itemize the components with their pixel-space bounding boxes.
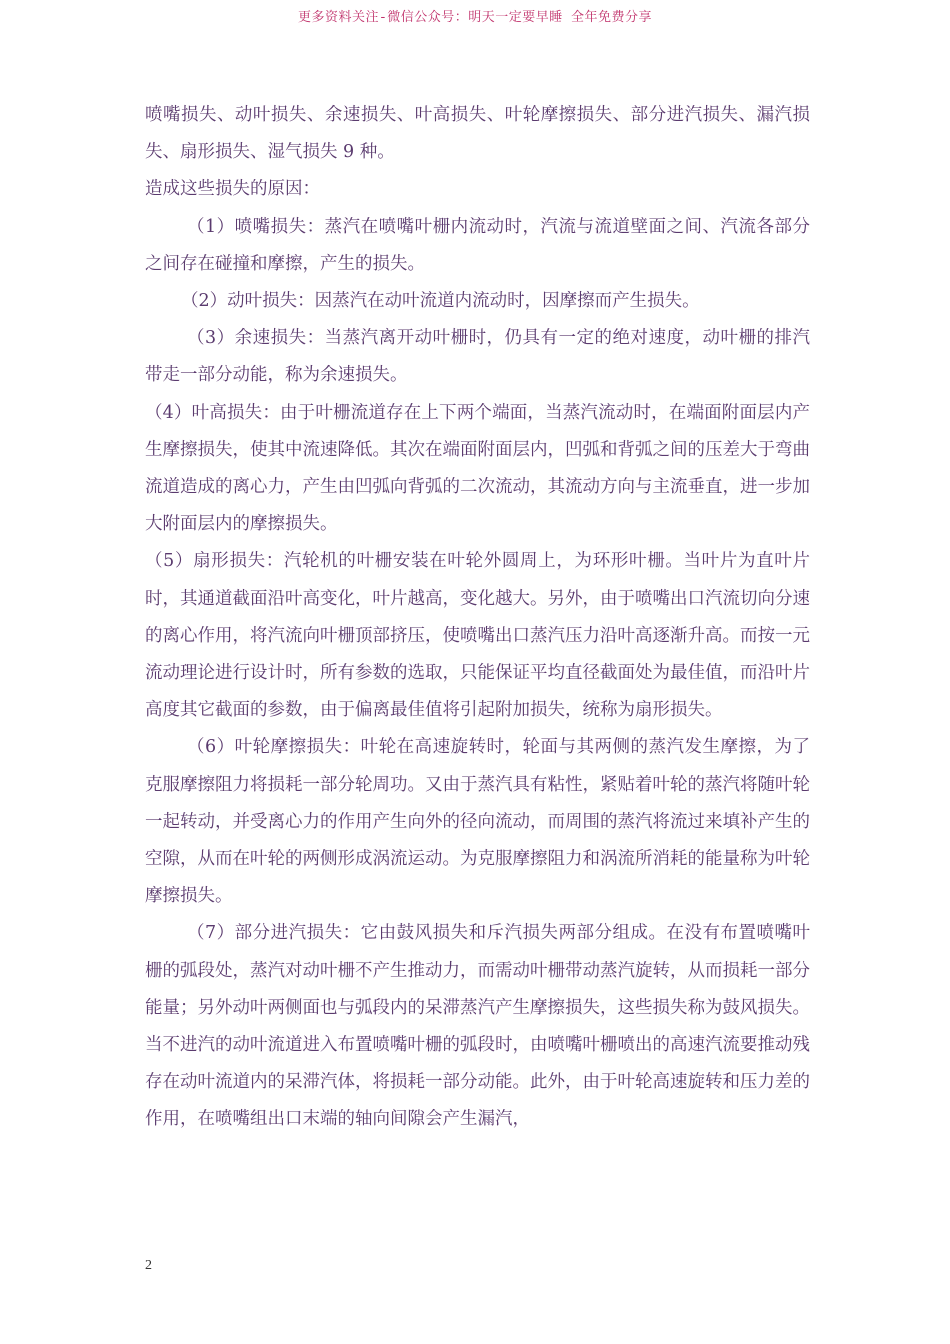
paragraph-fan-shaped-loss: （5）扇形损失：汽轮机的叶栅安装在叶轮外圆周上，为环形叶栅。当叶片为直叶片时，其通道截面沿叶高变化，叶片越高，变化越大。另外，由于喷嘴出口汽流切向分速的离心作用，将汽流向叶栅顶部挤压，使喷嘴出口蒸汽压力沿叶高逐渐升高。而按一元流动理论进行设计时，所有参数的选取，只能保证平均直径截面处为最佳值，而沿叶片高度其它截面的参数，由于偏离最佳值将引起附加损失，统称为扇形损失。 (145, 551, 810, 721)
paragraph-loss-types: 喷嘴损失、动叶损失、余速损失、叶高损失、叶轮摩擦损失、部分进汽损失、漏汽损失、扇形损失、湿气损失 9 种。 (145, 105, 810, 163)
paragraph-causes-heading: 造成这些损失的原因： (145, 179, 320, 200)
paragraph-blade-height-loss: （4）叶高损失：由于叶栅流道存在上下两个端面，当蒸汽流动时，在端面附面层内产生摩擦损失，使其中流速降低。其次在端面附面层内，凹弧和背弧之间的压差大于弯曲流道造成的离心力，产生由凹弧向背弧的二次流动，其流动方向与主流垂直，进一步加大附面层内的摩擦损失。 (145, 402, 810, 535)
paragraph-blade-loss: （2）动叶损失：因蒸汽在动叶流道内流动时，因摩擦而产生损失。 (181, 291, 700, 312)
paragraph-nozzle-loss: （1）喷嘴损失：蒸汽在喷嘴叶栅内流动时，汽流与流道壁面之间、汽流各部分之间存在碰撞和摩擦，产生的损失。 (145, 216, 810, 274)
paragraph-leaving-velocity-loss: （3）余速损失：当蒸汽离开动叶栅时，仍具有一定的绝对速度，动叶栅的排汽带走一部分动能，称为余速损失。 (145, 328, 810, 386)
paragraph-wheel-friction-loss: （6）叶轮摩擦损失：叶轮在高速旋转时，轮面与其两侧的蒸汽发生摩擦，为了克服摩擦阻力将损耗一部分轮周功。又由于蒸汽具有粘性，紧贴着叶轮的蒸汽将随叶轮一起转动，并受离心力的作用产生向外的径向流动，而周围的蒸汽将流过来填补产生的空隙，从而在叶轮的两侧形成涡流运动。为克服摩擦阻力和涡流所消耗的能量称为叶轮摩擦损失。 (145, 737, 810, 907)
header-banner: 更多资料关注-微信公众号：明天一定要早睡 全年免费分享 (297, 10, 653, 25)
document-body (145, 97, 810, 1139)
paragraph-partial-admission-loss: （7）部分进汽损失：它由鼓风损失和斥汽损失两部分组成。在没有布置喷嘴叶栅的弧段处，蒸汽对动叶栅不产生推动力，而需动叶栅带动蒸汽旋转，从而损耗一部分能量；另外动叶两侧面也与弧段内的呆滞蒸汽产生摩擦损失，这些损失称为鼓风损失。当不进汽的动叶流道进入布置喷嘴叶栅的弧段时，由喷嘴叶栅喷出的高速汽流要推动残存在动叶流道内的呆滞汽体，将损耗一部分动能。此外，由于叶轮高速旋转和压力差的作用，在喷嘴组出口末端的轴向间隙会产生漏汽， (145, 923, 810, 1130)
page-number: 2 (145, 1258, 152, 1273)
